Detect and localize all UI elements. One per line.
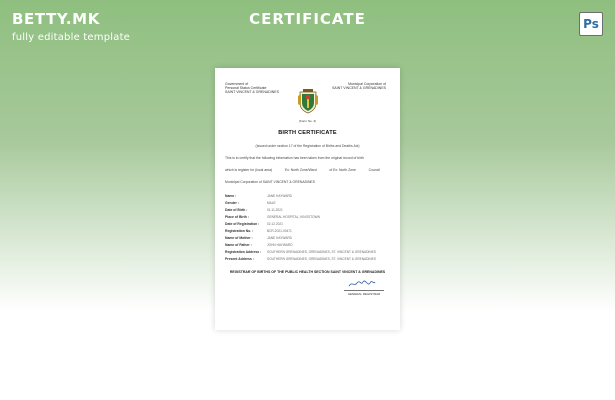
header-left-line-2: Personal Status Certificate xyxy=(225,86,267,91)
field-label: Registration Address : xyxy=(225,249,262,254)
field-row xyxy=(225,255,390,262)
header-left-line-1: Government of xyxy=(225,82,249,86)
field-value: SOUTHERN GRENADINES, GRENADINES, ST. VINCENT & GRENADINES xyxy=(267,249,376,254)
field-label: Name of Mother : xyxy=(225,235,253,240)
field-label: Date of Registration : xyxy=(225,221,260,226)
field-label: Date of Birth : xyxy=(225,207,248,212)
register-line-middle: Ex: North Zone/Ward xyxy=(284,168,317,172)
field-row xyxy=(225,220,390,227)
field-row xyxy=(225,241,390,248)
register-line xyxy=(225,168,380,172)
field-value: JANE HAYWARD xyxy=(267,235,292,240)
photoshop-icon[interactable]: Ps xyxy=(579,12,603,36)
field-label: Place of Birth : xyxy=(225,214,249,219)
signature-label: GENERAL REGISTRAR xyxy=(347,292,381,296)
field-value: BCR-2021-00471 xyxy=(267,228,292,233)
certificate-document xyxy=(215,68,400,330)
field-label: Gender : xyxy=(225,200,239,205)
field-value: 02.12.2021 xyxy=(267,221,283,226)
register-line-end: Council xyxy=(368,168,380,172)
field-row xyxy=(225,206,390,213)
coat-of-arms-emblem-icon xyxy=(297,88,319,114)
field-value: GENERAL HOSPITAL, KINGSTOWN xyxy=(267,214,320,219)
field-row xyxy=(225,227,390,234)
certificate-header-right xyxy=(326,82,386,90)
field-label: Name of Father : xyxy=(225,242,252,247)
field-value: JANE HAYWARD xyxy=(267,193,292,198)
header-left-line-3: SAINT VINCENT & GRENADINES xyxy=(225,90,279,95)
field-value: JOHN HAYWARD xyxy=(267,242,293,247)
header-right-line-1: Municipal Corporation of xyxy=(348,82,386,86)
field-row xyxy=(225,248,390,255)
field-value: MALE xyxy=(267,200,276,205)
field-value: 01.11.2021 xyxy=(267,207,283,212)
field-label: Registration No. : xyxy=(225,228,254,233)
field-value: SOUTHERN GRENADINES, GRENADINES, ST. VINCENT & GRENADINES xyxy=(267,256,376,261)
certificate-fields xyxy=(225,192,390,262)
signature-icon xyxy=(348,280,376,288)
page-title: CERTIFICATE xyxy=(249,10,366,28)
field-row xyxy=(225,199,390,206)
emblem-caption: (Form No. 4) xyxy=(298,119,316,123)
issued-under-text: (Issued under section 17 of the Registration of Births and Deaths Act) xyxy=(255,144,360,148)
field-label: Present Address : xyxy=(225,256,254,261)
municipal-text: Municipal Corporation of SAINT VINCENT & GRENADINES xyxy=(225,180,315,184)
field-label: Name : xyxy=(225,193,237,198)
registrar-line: REGISTRAR OF BIRTHS OF THE PUBLIC HEALTH SECTION SAINT VINCENT & GRENADINES xyxy=(229,270,386,274)
certify-text: This is to certify that the following information has been taken from the original record of birth xyxy=(225,156,364,160)
register-line-left: which is register for (local area) xyxy=(225,168,273,172)
field-row xyxy=(225,192,390,199)
brand-logo: BETTY.MK xyxy=(12,10,100,28)
certificate-header-left xyxy=(225,82,285,95)
register-line-right: of Ex: North Zone xyxy=(329,168,356,172)
header-right-line-2: SAINT VINCENT & GRENADINES xyxy=(332,86,386,91)
field-row xyxy=(225,234,390,241)
field-row xyxy=(225,213,390,220)
signature-line xyxy=(344,290,384,291)
brand-tagline: fully editable template xyxy=(12,32,131,43)
certificate-title: BIRTH CERTIFICATE xyxy=(278,130,337,136)
